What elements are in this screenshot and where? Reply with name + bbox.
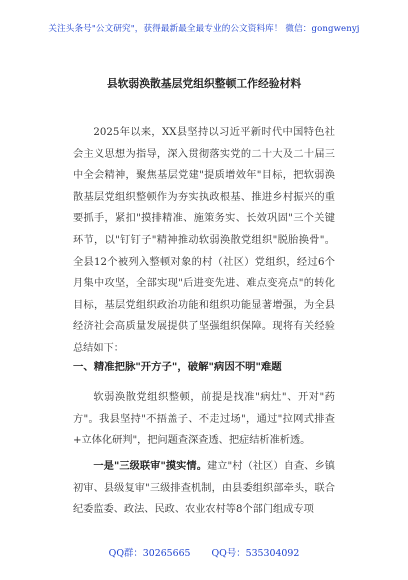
item-lead: 一是"三级联审"摸实情。 [93,460,207,472]
footer-qq-number: QQ号：535304092 [211,548,300,559]
section-paragraph: 软弱涣散党组织整顿，前提是找准"病灶"、开对"药方"。我县坚持"不捂盖子、不走过场"，通过"拉网式排查+立体化研判"，把问题查深查透、把症结析准析透。 [73,392,335,447]
document-title: 县软弱涣散基层党组织整顿工作经验材料 [106,77,302,90]
intro-paragraph: 2025年以来，XX县坚持以习近平新时代中国特色社会主义思想为指导，深入贯彻落实党的二十大及二十届三中全会精神，聚焦基层党建"提质增效年"目标，把软弱涣散基层党组织整顿作为夯实执政根基、推进乡村振兴的重要抓手，紧扣"摸排精准、施策务实、长效巩固"三个关键环节，以"钉钉子"精神推动软弱涣散党组织"脱胎换骨"。全县12个被列入整顿对象的村（社区）党组织，经过6个月集中攻坚，全部实现"后进变先进、难点变亮点"的转化目标，基层党组织政治功能和组织功能显著增强，为全县经济社会高质量发展提供了坚强组织保障。现将有关经验总结如下： [73,127,335,354]
section-heading: 一、精准把脉"开方子"，破解"病因不明"难题 [73,361,282,373]
item-text: 建立"村（社区）自查、乡镇初审、县级复审"三级排查机制，由县委组织部牵头，联合纪委监委、政法、民政、农业农村等8个部门组成专项 [73,461,335,516]
item-paragraph [73,456,335,521]
footer [0,545,408,559]
footer-qq-group: QQ群：30265665 [108,548,191,559]
header-banner: 关注头条号"公文研究"，获得最新最全最专业的公文资料库！ 微信：gongwenyj [48,24,360,34]
